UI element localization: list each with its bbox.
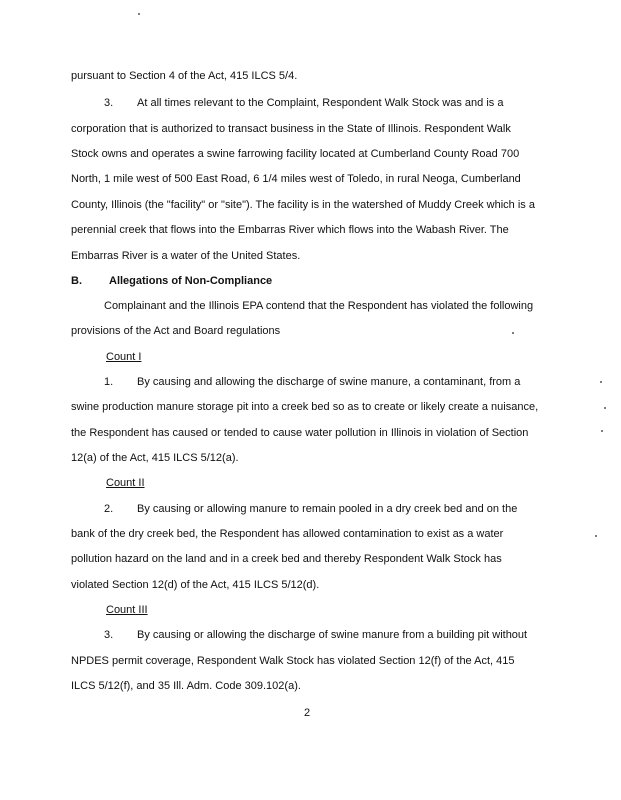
- paragraph-number: 3.: [104, 97, 114, 109]
- body-line: Embarras River is a water of the United States.: [71, 250, 301, 262]
- count-3-first-line: [104, 628, 527, 642]
- count-1-heading: Count I: [106, 351, 142, 363]
- paragraph-number: 1.: [104, 376, 114, 388]
- body-line: 12(a) of the Act, 415 ILCS 5/12(a).: [71, 452, 239, 464]
- count-1-first-line: [104, 375, 520, 389]
- body-line: provisions of the Act and Board regulations: [71, 325, 281, 337]
- body-line: pollution hazard on the land and in a creek bed and thereby Respondent Walk Stock has: [71, 553, 502, 565]
- body-line: pursuant to Section 4 of the Act, 415 ILCS 5/4.: [71, 70, 298, 82]
- paragraph-text: By causing or allowing the discharge of swine manure from a building pit without: [137, 629, 528, 641]
- paragraph-text: By causing or allowing manure to remain pooled in a dry creek bed and on the: [137, 503, 518, 515]
- body-line: corporation that is authorized to transact business in the State of Illinois. Respondent Walk: [71, 123, 511, 135]
- page-number: 2: [304, 707, 311, 719]
- paragraph-text: At all times relevant to the Complaint, Respondent Walk Stock was and is a: [137, 97, 504, 109]
- body-line: violated Section 12(d) of the Act, 415 ILCS 5/12(d).: [71, 579, 320, 591]
- body-line: NPDES permit coverage, Respondent Walk Stock has violated Section 12(f) of the Act, 415: [71, 655, 515, 667]
- section-heading: [71, 274, 272, 288]
- paragraph-number: 3.: [104, 629, 114, 641]
- body-line: ILCS 5/12(f), and 35 Ill. Adm. Code 309.102(a).: [71, 680, 301, 692]
- body-line: Complainant and the Illinois EPA contend that the Respondent has violated the following: [104, 300, 534, 312]
- section-letter: B.: [71, 275, 82, 287]
- body-line: swine production manure storage pit into a creek bed so as to create or likely create a nuisance,: [71, 401, 539, 413]
- paragraph-text: By causing and allowing the discharge of swine manure, a contaminant, from a: [137, 376, 521, 388]
- body-line: County, Illinois (the "facility" or "site"). The facility is in the watershed of Muddy Creek which is a: [71, 199, 535, 211]
- scan-speck: [595, 535, 597, 537]
- count-2-first-line: [104, 502, 517, 516]
- body-line: bank of the dry creek bed, the Respondent has allowed contamination to exist as a water: [71, 528, 504, 540]
- paragraph-number: 2.: [104, 503, 114, 515]
- scan-speck: [600, 381, 602, 383]
- scan-speck: [604, 407, 606, 409]
- scan-speck: [138, 13, 140, 15]
- body-line: Stock owns and operates a swine farrowing facility located at Cumberland County Road 700: [71, 148, 520, 160]
- body-line: the Respondent has caused or tended to cause water pollution in Illinois in violation of Section: [71, 427, 529, 439]
- paragraph-3-first-line: [104, 96, 503, 110]
- body-line: North, 1 mile west of 500 East Road, 6 1/4 miles west of Toledo, in rural Neoga, Cumberland: [71, 173, 521, 185]
- section-title: Allegations of Non-Compliance: [109, 275, 273, 287]
- count-2-heading: Count II: [106, 477, 145, 489]
- scan-speck: [512, 332, 514, 334]
- scan-speck: [601, 430, 603, 432]
- count-3-heading: Count III: [106, 604, 148, 616]
- body-line: perennial creek that flows into the Embarras River which flows into the Wabash River. The: [71, 224, 509, 236]
